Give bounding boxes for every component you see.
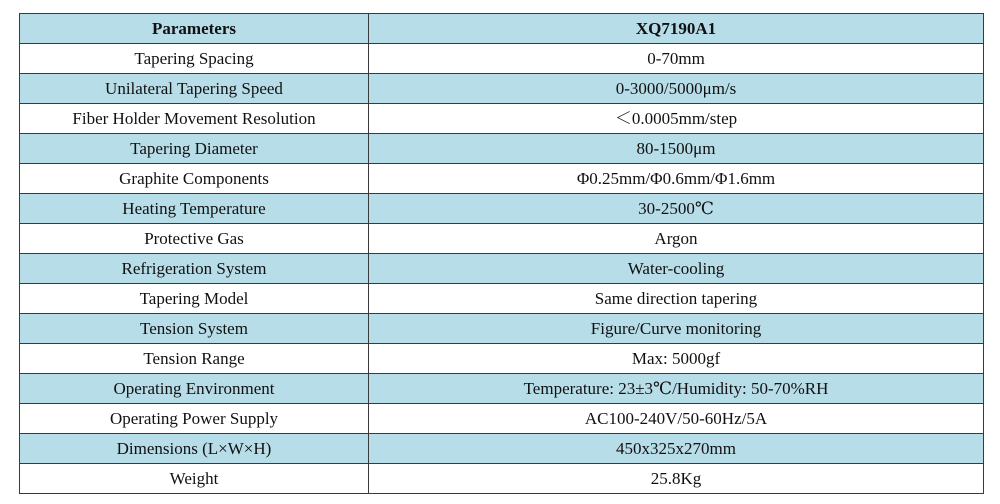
parameter-cell: Tension Range: [20, 344, 369, 374]
header-parameters: Parameters: [20, 14, 369, 44]
parameter-cell: Tapering Spacing: [20, 44, 369, 74]
parameter-cell: Weight: [20, 464, 369, 494]
table-row: [20, 314, 984, 344]
parameter-cell: Tension System: [20, 314, 369, 344]
table-row: [20, 374, 984, 404]
value-cell: 30-2500℃: [369, 194, 984, 224]
value-cell: Max: 5000gf: [369, 344, 984, 374]
value-cell: Φ0.25mm/Φ0.6mm/Φ1.6mm: [369, 164, 984, 194]
parameter-cell: Protective Gas: [20, 224, 369, 254]
table-row: [20, 224, 984, 254]
spec-table: [19, 13, 984, 494]
value-cell: Water-cooling: [369, 254, 984, 284]
table-row: [20, 44, 984, 74]
table-row: [20, 194, 984, 224]
table-row: [20, 104, 984, 134]
parameter-cell: Fiber Holder Movement Resolution: [20, 104, 369, 134]
value-cell: 0-3000/5000μm/s: [369, 74, 984, 104]
value-cell: Temperature: 23±3℃/Humidity: 50-70%RH: [369, 374, 984, 404]
parameter-cell: Unilateral Tapering Speed: [20, 74, 369, 104]
parameter-cell: Operating Power Supply: [20, 404, 369, 434]
table-row: [20, 134, 984, 164]
value-cell: Argon: [369, 224, 984, 254]
value-cell: ＜0.0005mm/step: [369, 104, 984, 134]
value-cell: Same direction tapering: [369, 284, 984, 314]
value-cell: AC100-240V/50-60Hz/5A: [369, 404, 984, 434]
table-row: [20, 344, 984, 374]
value-cell: 80-1500μm: [369, 134, 984, 164]
table-row: [20, 254, 984, 284]
value-cell: Figure/Curve monitoring: [369, 314, 984, 344]
parameter-cell: Tapering Diameter: [20, 134, 369, 164]
parameter-cell: Tapering Model: [20, 284, 369, 314]
parameter-cell: Graphite Components: [20, 164, 369, 194]
header-model: XQ7190A1: [369, 14, 984, 44]
parameter-cell: Heating Temperature: [20, 194, 369, 224]
table-row: [20, 404, 984, 434]
parameter-cell: Dimensions (L×W×H): [20, 434, 369, 464]
table-row: [20, 284, 984, 314]
table-row: [20, 164, 984, 194]
parameter-cell: Refrigeration System: [20, 254, 369, 284]
table-row: [20, 464, 984, 494]
value-cell: 25.8Kg: [369, 464, 984, 494]
table-row: [20, 74, 984, 104]
value-cell: 450x325x270mm: [369, 434, 984, 464]
parameter-cell: Operating Environment: [20, 374, 369, 404]
table-row: [20, 434, 984, 464]
value-cell: 0-70mm: [369, 44, 984, 74]
table-header-row: [20, 14, 984, 44]
